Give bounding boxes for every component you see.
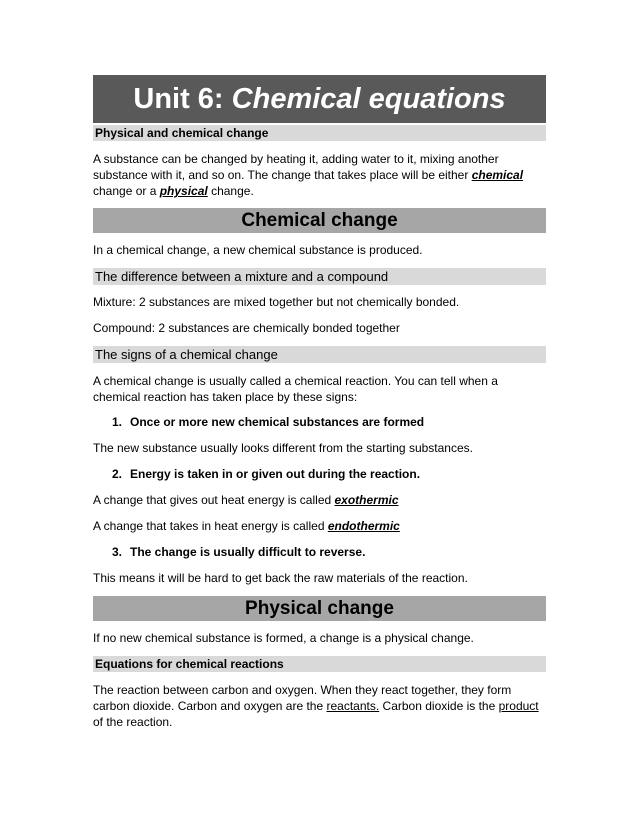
exothermic-definition (93, 492, 546, 508)
sign-3-note: This means it will be hard to get back the raw materials of the reaction. (93, 571, 468, 585)
title-prefix: Unit 6: (133, 83, 232, 115)
heading-mixture-vs-compound: The difference between a mixture and a compound (93, 268, 546, 285)
heading-equations-for-chemical-reactions: Equations for chemical reactions (93, 656, 546, 672)
heading-chemical-change: Chemical change (93, 208, 546, 233)
title-italic: Chemical equations (231, 83, 506, 115)
term-exothermic: exothermic (334, 493, 399, 507)
equations-text-a: The reaction between carbon and oxygen. When they react together, they form carbon dioxide. Carbon and oxygen are the (93, 683, 512, 713)
chemical-change-intro: In a chemical change, a new chemical substance is produced. (93, 243, 423, 257)
section-heading-physical-and-chemical-change: Physical and chemical change (93, 125, 546, 141)
equations-paragraph (93, 682, 546, 730)
sign-2-text: Energy is taken in or given out during the reaction. (130, 467, 421, 481)
term-reactants: reactants. (326, 699, 380, 713)
intro-paragraph (93, 151, 546, 199)
equations-text-c: of the reaction. (93, 715, 173, 729)
intro-text-a: A substance can be changed by heating it, adding water to it, mixing another substance with it, and so on. The change that takes place will be either (93, 152, 499, 182)
mixture-definition: Mixture: 2 substances are mixed together but not chemically bonded. (93, 295, 460, 309)
document-content (93, 75, 546, 730)
sign-2-number: 2. (112, 467, 123, 481)
sign-2 (93, 466, 546, 482)
heading-signs-of-chemical-change: The signs of a chemical change (93, 346, 546, 363)
exothermic-prefix: A change that gives out heat energy is called (93, 493, 335, 507)
endothermic-prefix: A change that takes in heat energy is called (93, 519, 328, 533)
sign-1-text: Once or more new chemical substances are formed (130, 415, 425, 429)
sign-3-number: 3. (112, 545, 123, 559)
term-chemical: chemical (471, 168, 524, 182)
sign-3 (93, 544, 546, 560)
sign-1-number: 1. (112, 415, 123, 429)
signs-intro: A chemical change is usually called a chemical reaction. You can tell when a chemical reaction has taken place by these signs: (93, 374, 498, 404)
compound-definition: Compound: 2 substances are chemically bonded together (93, 321, 400, 335)
sign-1-note: The new substance usually looks different from the starting substances. (93, 441, 473, 455)
term-physical: physical (159, 184, 208, 198)
physical-change-text: If no new chemical substance is formed, a change is a physical change. (93, 631, 474, 645)
term-endothermic: endothermic (327, 519, 400, 533)
sign-1 (93, 414, 546, 430)
page-title (93, 75, 546, 123)
sign-3-text: The change is usually difficult to reverse. (130, 545, 366, 559)
heading-physical-change: Physical change (93, 596, 546, 621)
intro-text-c: change. (207, 184, 254, 198)
term-product: product (498, 699, 539, 713)
intro-text-b: change or a (93, 184, 160, 198)
endothermic-definition (93, 518, 546, 534)
equations-text-b: Carbon dioxide is the (379, 699, 499, 713)
